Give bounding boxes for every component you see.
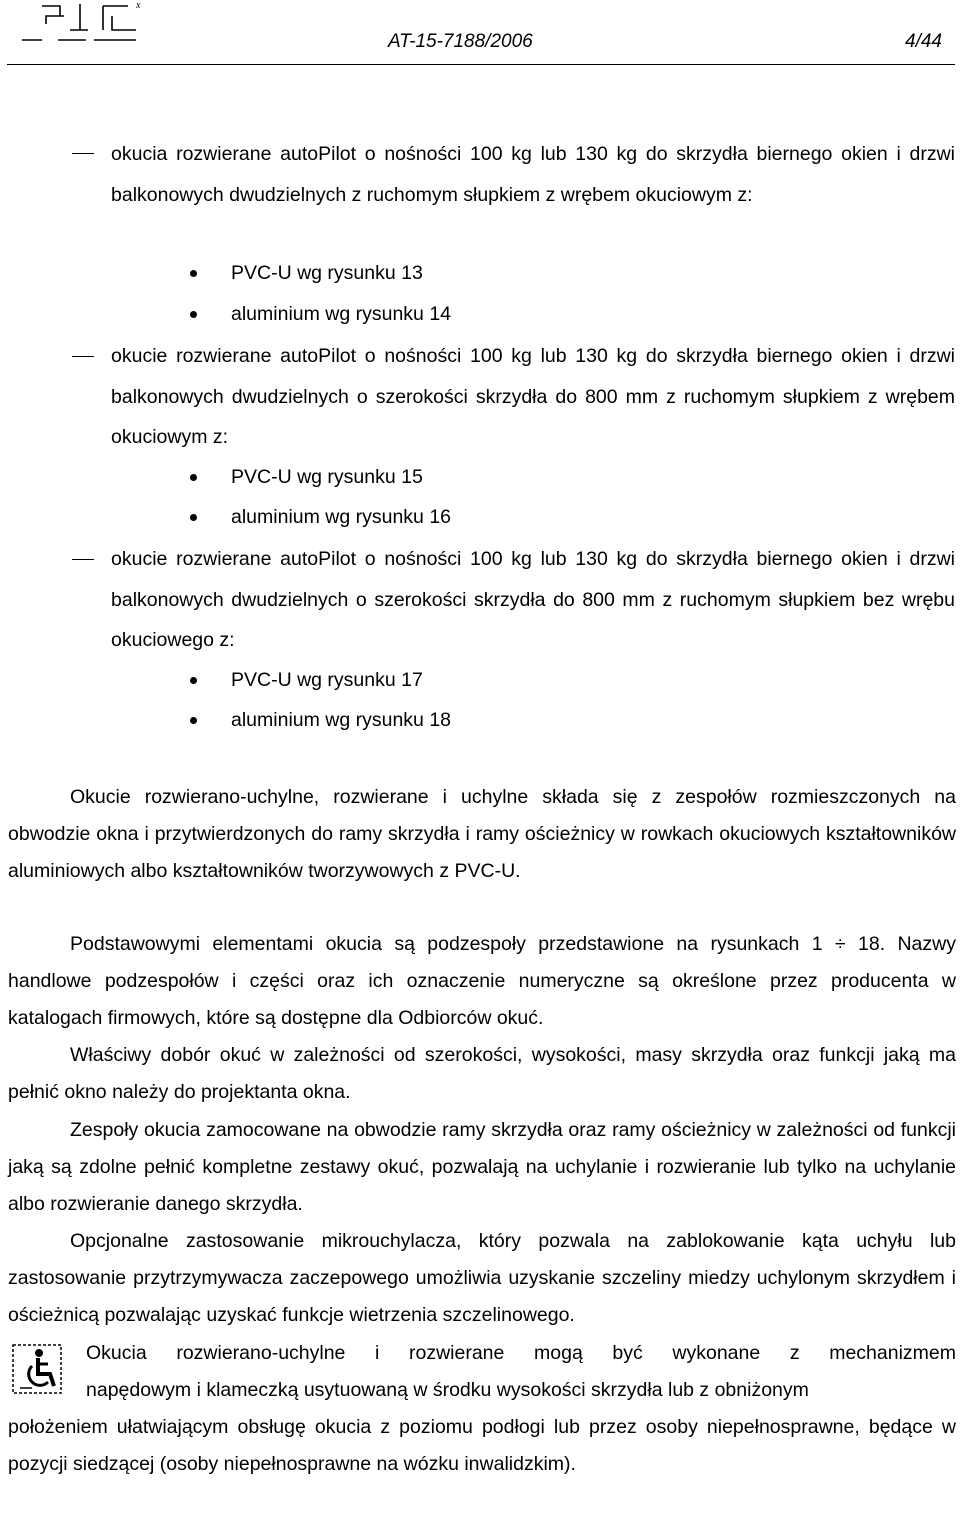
- bullet-item: PVC-U wg rysunku 17: [231, 669, 423, 691]
- paragraph: Okucie rozwierano-uchylne, rozwierane i uchylne składa się z zespołów rozmieszczonych na obwodzie okna i przytwierdzonych do ramy skrzydła i ramy ościeżnicy w rowkach okuciowych kształtowników aluminiowych albo kształtowników tworzywowych z PVC-U.: [8, 786, 956, 882]
- list-item: okucie rozwierane autoPilot o nośności 100 kg lub 130 kg do skrzydła biernego okien i drzwi balkonowych dwudzielnych o szerokości skrzydła do 800 mm z ruchomym słupkiem bez wrębu okuciowego z:: [111, 548, 955, 651]
- dash-marker: [72, 153, 94, 154]
- paragraph: Opcjonalne zastosowanie mikrouchylacza, który pozwala na zablokowanie kąta uchyłu lub zastosowanie przytrzymywacza zaczepowego umożliwia uzyskanie szczeliny miedzy uchylonym skrzydłem i ościeżnicą pozwalając uzyskać funkcje wietrzenia szczelinowego.: [8, 1230, 956, 1326]
- svg-text:x: x: [136, 0, 141, 11]
- dash-marker: [72, 559, 94, 560]
- bullet-item: PVC-U wg rysunku 13: [231, 262, 423, 284]
- dash-marker: [72, 356, 94, 357]
- bullet-icon: [190, 677, 197, 684]
- paragraph: Właściwy dobór okuć w zależności od szerokości, wysokości, masy skrzydła oraz funkcji jaką ma pełnić okno należy do projektanta okna.: [8, 1044, 956, 1103]
- bullet-icon: [190, 270, 197, 277]
- bullet-icon: [190, 514, 197, 521]
- page-number: 4/44: [905, 31, 942, 52]
- paragraph: napędowym i klameczką usytuowaną w środku wysokości skrzydła lub z obniżonym: [86, 1379, 809, 1401]
- bullet-icon: [190, 474, 197, 481]
- bullet-icon: [190, 311, 197, 318]
- list-item: okucia rozwierane autoPilot o nośności 100 kg lub 130 kg do skrzydła biernego okien i drzwi balkonowych dwudzielnych z ruchomym słupkiem z wrębem okuciowym z:: [111, 143, 955, 206]
- wheelchair-icon: [12, 1344, 62, 1394]
- bullet-icon: [190, 717, 197, 724]
- document-id: AT-15-7188/2006: [388, 31, 533, 52]
- bullet-item: aluminium wg rysunku 16: [231, 506, 452, 528]
- paragraph: Zespoły okucia zamocowane na obwodzie ramy skrzydła oraz ramy ościeżnicy w zależności od funkcji jaką są zdolne pełnić kompletne zestawy okuć, pozwalają na uchylanie i rozwieranie lub tylko na uchylanie albo rozwieranie danego skrzydła.: [8, 1119, 956, 1215]
- list-item: okucie rozwierane autoPilot o nośności 100 kg lub 130 kg do skrzydła biernego okien i drzwi balkonowych dwudzielnych o szerokości skrzydła do 800 mm z ruchomym słupkiem z wrębem okuciowym z:: [111, 345, 955, 448]
- header-divider: [7, 64, 955, 65]
- bullet-item: aluminium wg rysunku 18: [231, 709, 452, 731]
- bullet-item: aluminium wg rysunku 14: [231, 303, 452, 325]
- bullet-item: PVC-U wg rysunku 15: [231, 466, 423, 488]
- paragraph: Podstawowymi elementami okucia są podzespoły przedstawione na rysunkach 1 ÷ 18. Nazwy handlowe podzespołów i części oraz ich oznaczenie numeryczne są określone przez producenta w katalogach firmowych, które są dostępne dla Odbiorców okuć.: [8, 933, 956, 1029]
- paragraph: Okucia rozwierano-uchylne i rozwierane mogą być wykonane z mechanizmem: [86, 1342, 956, 1364]
- logo-icon: [8, 0, 148, 50]
- paragraph: położeniem ułatwiającym obsługę okucia z poziomu podłogi lub przez osoby niepełnosprawne, będące w pozycji siedzącej (osoby niepełnosprawne na wózku inwalidzkim).: [8, 1416, 956, 1475]
